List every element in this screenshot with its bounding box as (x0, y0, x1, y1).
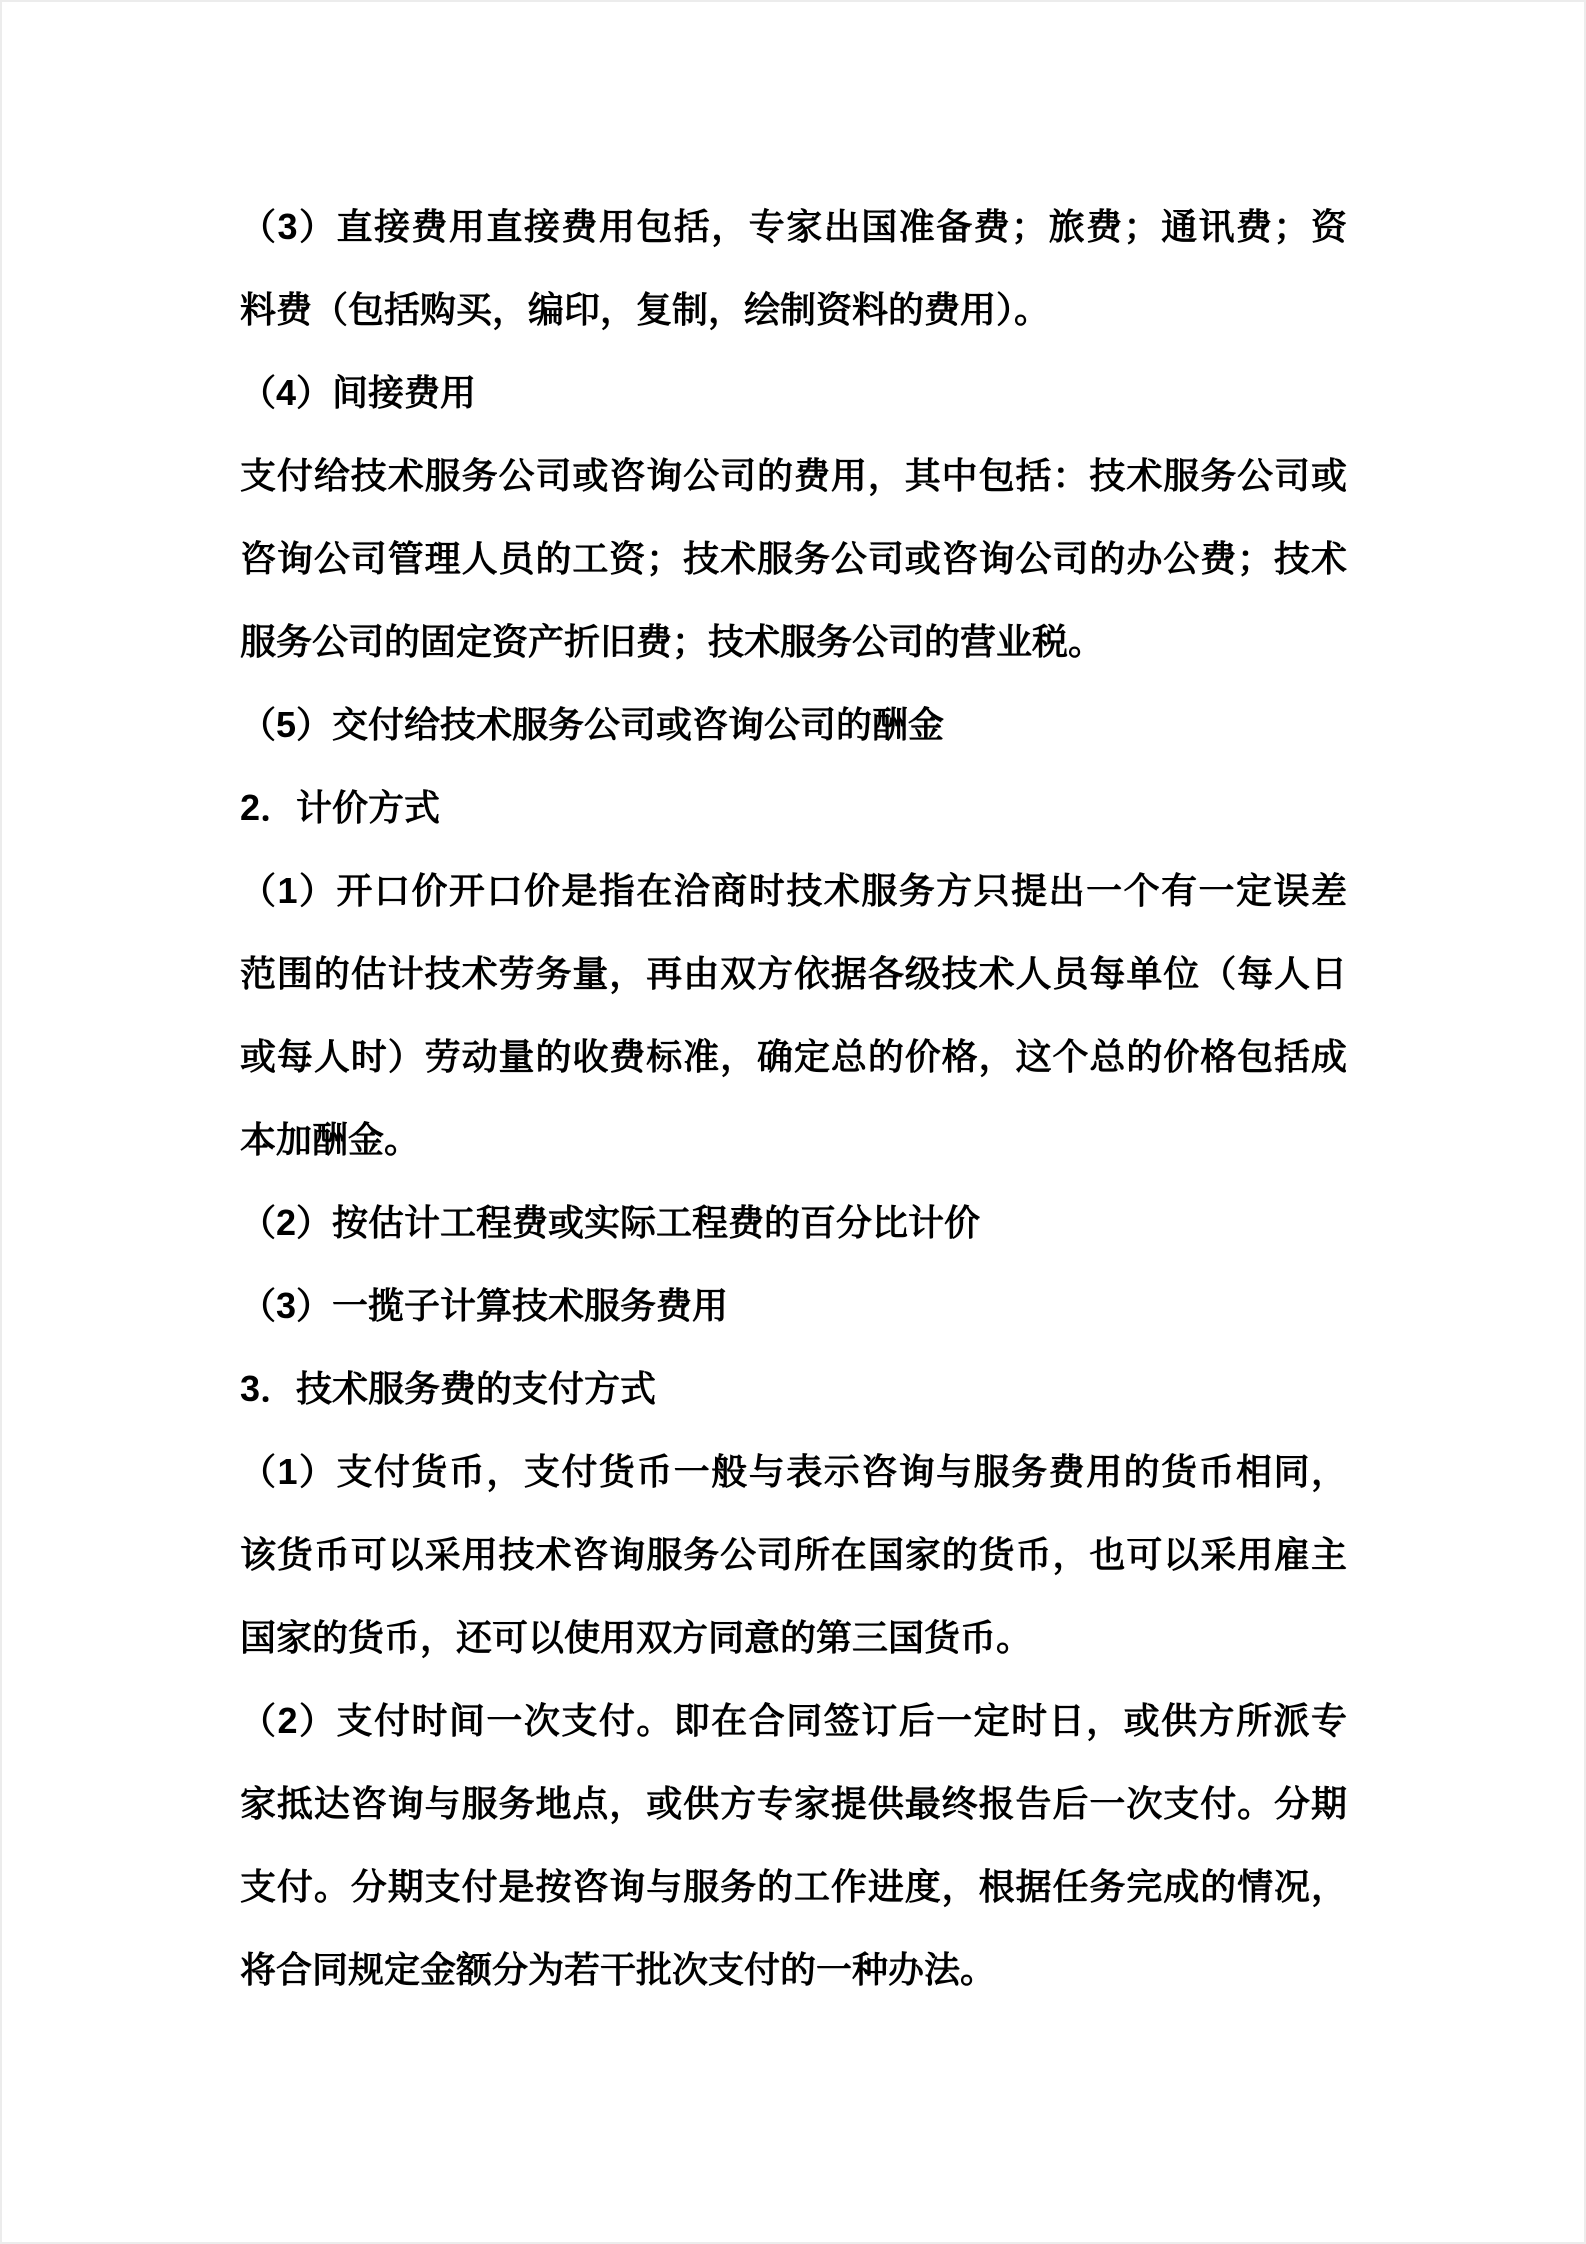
text-line: （3）一揽子计算技术服务费用 (240, 1285, 729, 1326)
text-line: 家抵达咨询与服务地点，或供方专家提供最终报告后一次支付。分期 (240, 1783, 1347, 1824)
text-line: 料费（包括购买，编印，复制，绘制资料的费用）。 (240, 289, 1051, 330)
text-line: （4）间接费用 (240, 372, 477, 413)
text-line: 或每人时）劳动量的收费标准，确定总的价格，这个总的价格包括成 (240, 1036, 1347, 1077)
text-line: 将合同规定金额分为若干批次支付的一种办法。 (240, 1949, 997, 1990)
text-line: 国家的货币，还可以使用双方同意的第三国货币。 (240, 1617, 1033, 1658)
text-line: 服务公司的固定资产折旧费；技术服务公司的营业税。 (240, 621, 1105, 662)
text-line: 支付。分期支付是按咨询与服务的工作进度，根据任务完成的情况， (240, 1866, 1347, 1907)
text-line: 支付给技术服务公司或咨询公司的费用，其中包括：技术服务公司或 (240, 455, 1347, 496)
text-line: （1）支付货币，支付货币一般与表示咨询与服务费用的货币相同， (240, 1451, 1347, 1492)
text-line: 2．计价方式 (240, 787, 441, 828)
text-line: （2）支付时间一次支付。即在合同签订后一定时日，或供方所派专 (240, 1700, 1347, 1741)
text-line: 该货币可以采用技术咨询服务公司所在国家的货币，也可以采用雇主 (240, 1534, 1347, 1575)
text-line: （3）直接费用直接费用包括，专家出国准备费；旅费；通讯费；资 (240, 206, 1347, 247)
text-line: 本加酬金。 (240, 1119, 421, 1160)
text-line: （2）按估计工程费或实际工程费的百分比计价 (240, 1202, 981, 1243)
text-line: 范围的估计技术劳务量，再由双方依据各级技术人员每单位（每人日 (240, 953, 1347, 994)
text-line: 咨询公司管理人员的工资；技术服务公司或咨询公司的办公费；技术 (240, 538, 1347, 579)
text-line: （5）交付给技术服务公司或咨询公司的酬金 (240, 704, 945, 745)
text-line: （1）开口价开口价是指在洽商时技术服务方只提出一个有一定误差 (240, 870, 1347, 911)
text-line: 3．技术服务费的支付方式 (240, 1368, 657, 1409)
document-body (240, 185, 1347, 2011)
